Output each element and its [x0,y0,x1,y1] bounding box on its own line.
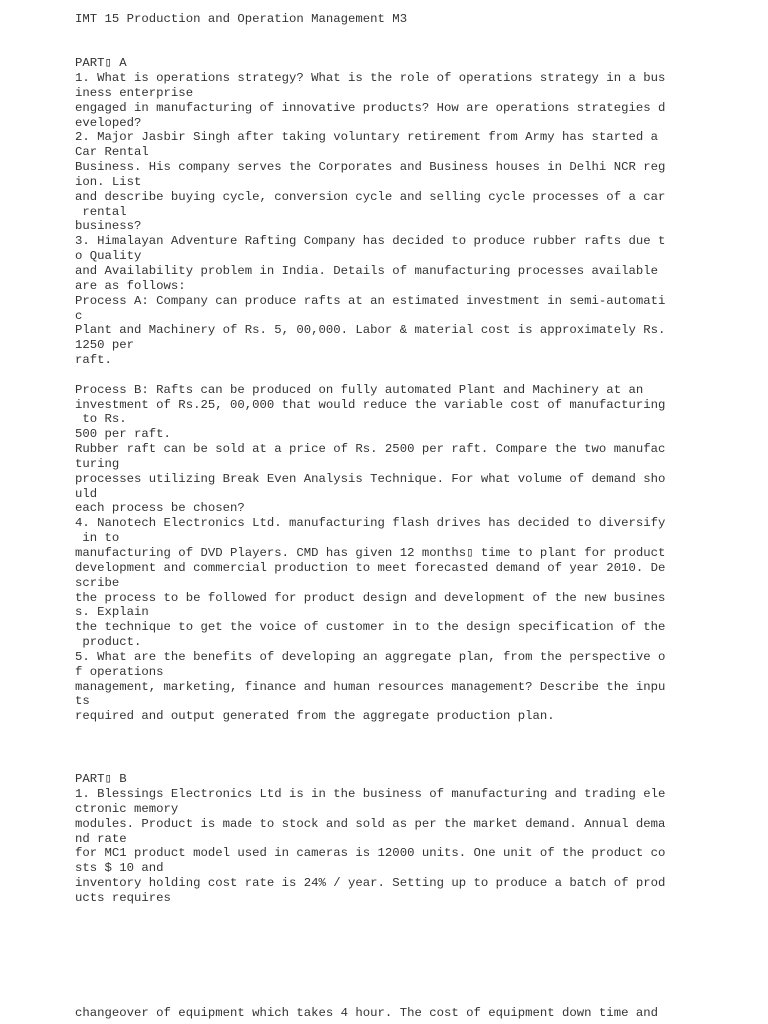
part-a-text-line: Rubber raft can be sold at a price of Rs. 2500 per raft. Compare the two manufac [75,442,666,457]
part-a-text-line: uld [75,486,98,501]
part-a-text-line: and Availability problem in India. Details of manufacturing processes available [75,263,658,278]
part-a-text-line: 4. Nanotech Electronics Ltd. manufacturing flash drives has decided to diversify [75,516,666,531]
part-a-text-line: and describe buying cycle, conversion cycle and selling cycle processes of a car [75,189,666,204]
part-a-text-line: in to [75,531,120,546]
part-a-text-line: eveloped? [75,115,142,130]
part-a-text-line: manufacturing of DVD Players. CMD has given 12 months▯ time to plant for product [75,546,666,560]
part-a-text-line: required and output generated from the aggregate production plan. [75,709,555,724]
part-a-text-line: Car Rental [75,145,149,160]
part-b-text-line: inventory holding cost rate is 24% / year. Setting up to produce a batch of prod [75,876,666,891]
part-b-heading: PART▯ B [75,772,127,786]
part-a-text-line: are as follows: [75,278,186,293]
part-a-text-line: c [75,308,83,323]
part-b-text-line: 1. Blessings Electronics Ltd is in the business of manufacturing and trading ele [75,787,666,801]
document-header: IMT 15 Production and Operation Management M3 [75,12,408,26]
part-b-text-line: nd rate [75,831,127,846]
part-b-text-line: ctronic memory [75,801,179,816]
part-a-text-line: Process A: Company can produce rafts at an estimated investment in semi-automati [75,293,666,308]
part-a-text-line: 1250 per [75,338,135,353]
part-b-text-line: sts $ 10 and [75,861,164,876]
part-a-text-line: scribe [75,575,120,590]
part-a-text-line [75,368,665,383]
part-a-text-line: Business. His company serves the Corporates and Business houses in Delhi NCR reg [75,160,666,175]
part-a-text-line: ts [75,694,90,709]
part-a-text-line: rental [75,204,127,219]
part-a-text-line: turing [75,456,120,471]
part-a-text-line: f operations [75,664,164,679]
part-a-text-line: 5. What are the benefits of developing an aggregate plan, from the perspective o [75,649,666,664]
part-a-text-line: business? [75,219,142,234]
part-a-text-line: ion. List [75,174,142,189]
part-a-text-line: each process be chosen? [75,501,245,516]
part-b-text-line: for MC1 product model used in cameras is 12000 units. One unit of the product co [75,846,666,861]
part-a-text-line: investment of Rs.25, 00,000 that would reduce the variable cost of manufacturing [75,397,666,412]
continued-text-line: changeover of equipment which takes 4 hour. The cost of equipment down time and [75,1006,658,1020]
part-a-text-line: 3. Himalayan Adventure Rafting Company has decided to produce rubber rafts due t [75,234,666,249]
part-b-text-line: modules. Product is made to stock and sold as per the market demand. Annual dema [75,816,666,831]
part-a-text-line: Process B: Rafts can be produced on fully automated Plant and Machinery at an [75,382,644,397]
part-a-text-line: 1. What is operations strategy? What is the role of operations strategy in a bus [75,71,666,85]
part-a-text-line: management, marketing, finance and human resources management? Describe the inpu [75,679,666,694]
part-a-body [75,71,665,724]
part-a-text-line: development and commercial production to meet forecasted demand of year 2010. De [75,560,666,575]
part-b-text-line: ucts requires [75,890,171,905]
part-a-text-line: 500 per raft. [75,427,171,442]
part-a-text-line: s. Explain [75,605,149,620]
part-a-text-line: o Quality [75,249,142,264]
part-a-text-line: 2. Major Jasbir Singh after taking voluntary retirement from Army has started a [75,130,658,145]
part-a-text-line: raft. [75,353,112,368]
part-a-text-line: processes utilizing Break Even Analysis Technique. For what volume of demand sho [75,471,666,486]
part-a-text-line: the technique to get the voice of customer in to the design specification of the [75,620,666,635]
part-a-text-line: engaged in manufacturing of innovative products? How are operations strategies d [75,100,666,115]
part-a-text-line: product. [75,635,142,650]
part-a-text-line: the process to be followed for product design and development of the new busines [75,590,666,605]
part-a-text-line: iness enterprise [75,85,194,100]
part-b-body [75,787,665,906]
part-a-text-line: to Rs. [75,412,127,427]
part-a-heading: PART▯ A [75,56,127,70]
part-a-text-line: Plant and Machinery of Rs. 5, 00,000. Labor & material cost is approximately Rs. [75,323,666,338]
